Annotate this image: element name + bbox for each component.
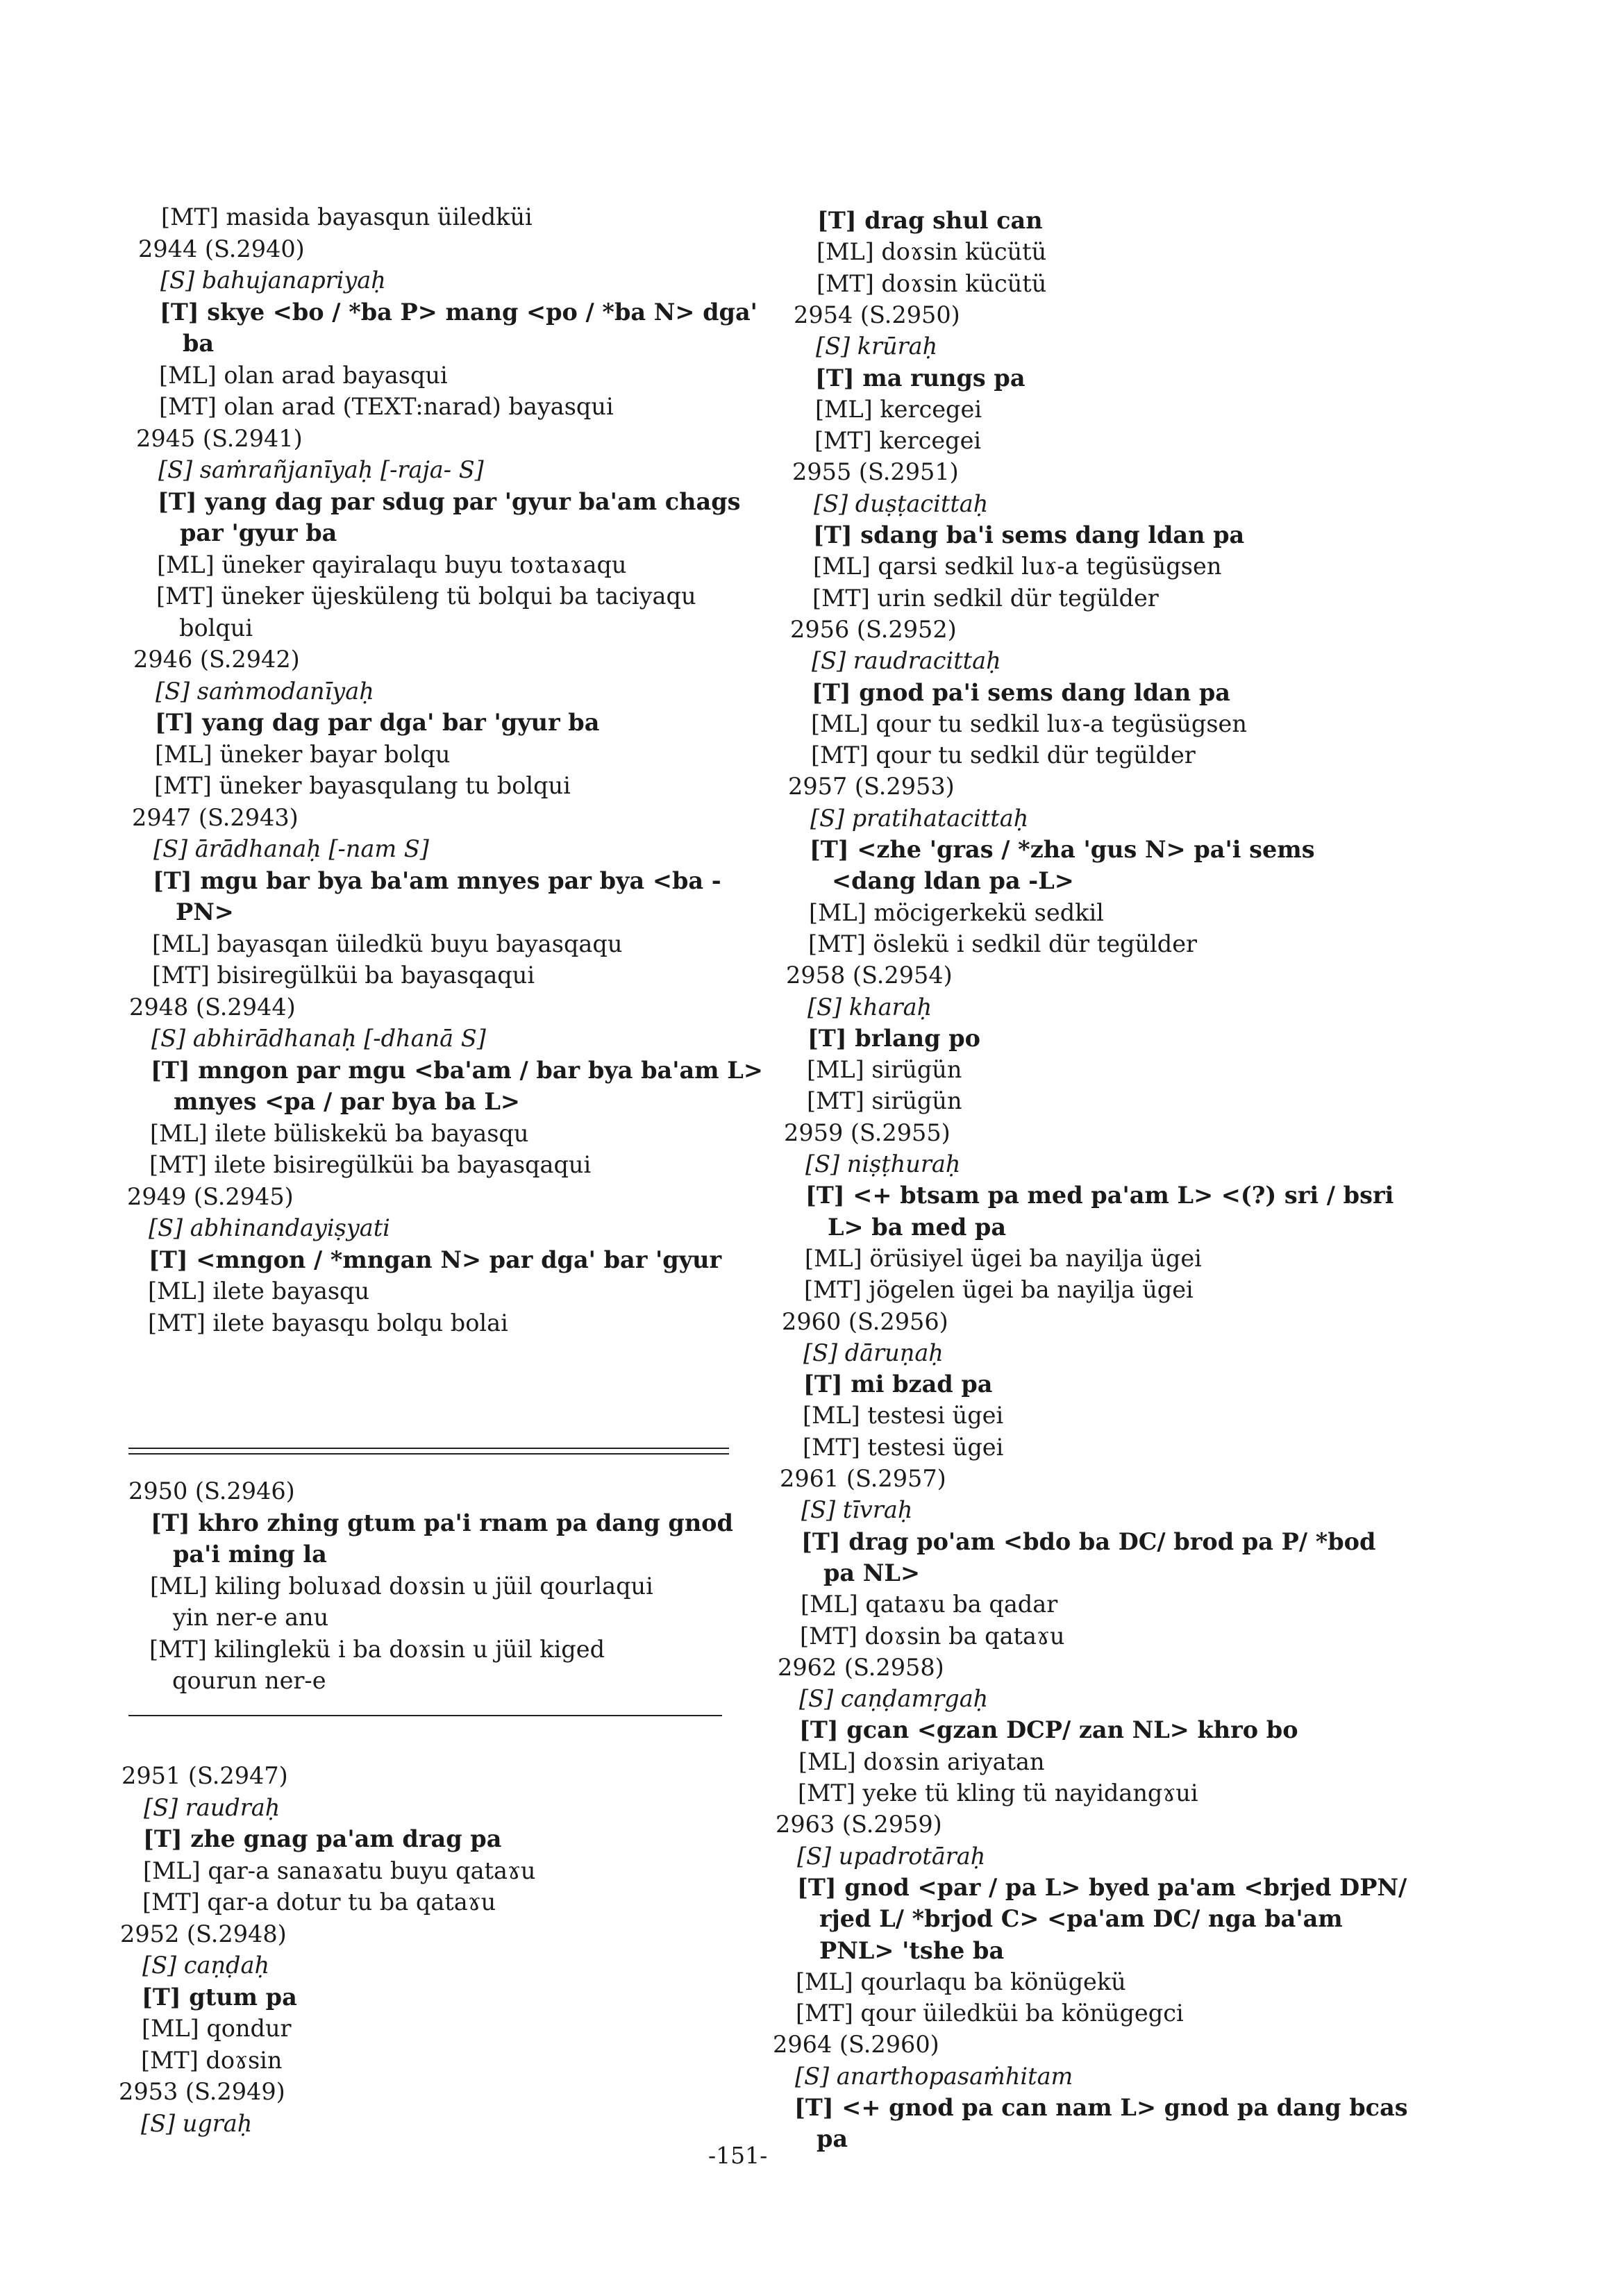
entry-line-num: 2956 (S.2952)	[790, 615, 957, 643]
entry-line-ml: [ML] ilete bayasqu	[148, 1277, 370, 1305]
entry-line-num: 2945 (S.2941)	[136, 424, 303, 452]
entry-line-ml: [ML] qataɤu ba qadar	[801, 1591, 1058, 1618]
entry-line-num: 2944 (S.2940)	[138, 235, 305, 262]
entry-line-ml: [MT] qour üiledküi ba könügegci	[796, 2000, 1184, 2027]
entry-line-s: [S] tīvraḥ	[801, 1496, 913, 1524]
entry-line-ml: [ML] testesi ügei	[803, 1402, 1004, 1430]
page-number: -151-	[708, 2142, 768, 2169]
entry-line-num: 2953 (S.2949)	[119, 2078, 285, 2105]
entry-line-ml: [MT] ilete bayasqu bolqu bolai	[148, 1309, 508, 1336]
entry-line-num: 2963 (S.2959)	[776, 1811, 942, 1838]
entry-line-ml: [ML] möcigerkekü sedkil	[809, 898, 1104, 926]
entry-line-ml: [MT] bisiregülküi ba bayasqaqui	[152, 962, 535, 989]
entry-line-s: [S] caṇḍamṛgaḥ	[799, 1685, 989, 1713]
entry-line-ml: [MT] üneker üjesküleng tü bolqui ba taciyaqu	[156, 583, 696, 610]
entry-line-tc: pa NL>	[823, 1559, 921, 1586]
entry-line-ml: [MT] sirügün	[807, 1087, 962, 1115]
entry-line-ml: [ML] kercegei	[815, 395, 982, 423]
entry-line-t: [T] zhe gnag pa'am drag pa	[143, 1825, 502, 1852]
entry-line-s: [S] kharaḥ	[807, 993, 932, 1021]
entry-line-ml: [MT] qour tu sedkil dür tegülder	[811, 741, 1196, 769]
entry-line-tc: <dang ldan pa -L>	[832, 867, 1074, 895]
entry-line-mlc: bolqui	[179, 614, 253, 642]
entry-line-ml: [ML] qourlaqu ba könügekü	[796, 1968, 1126, 1995]
entry-line-ml: [ML] üneker qayiralaqu buyu toɤtaɤaqu	[157, 551, 627, 578]
entry-line-tc: pa	[817, 2125, 848, 2153]
entry-line-s: [S] abhinandayiṣyati	[149, 1214, 390, 1241]
entry-line-t: [T] <mngon / *mngan N> par dga' bar 'gyur	[149, 1246, 722, 1273]
entry-line-ml: [ML] bayasqan üiledkü buyu bayasqaqu	[152, 930, 623, 957]
entry-line-s: [S] ugraḥ	[141, 2109, 253, 2137]
entry-line-s: [S] dāruṇaḥ	[803, 1339, 944, 1366]
entry-line-s: [S] caṇḍaḥ	[142, 1952, 270, 1979]
entry-line-tc: L> ba med pa	[828, 1213, 1007, 1241]
entry-line-num: 2964 (S.2960)	[773, 2031, 939, 2059]
entry-line-ml: [MT] yeke tü kling tü nayidangɤui	[798, 1779, 1198, 1807]
entry-line-num: 2962 (S.2958)	[778, 1653, 944, 1681]
entry-line-t: [T] <+ btsam pa med pa'am L> <(?) sri / bsri	[805, 1182, 1394, 1209]
entry-line-ml: [MT] ilete bisiregülküi ba bayasqaqui	[149, 1151, 592, 1178]
entry-line-s: [S] anarthopasaṁhitam	[795, 2062, 1073, 2090]
entry-line-ml: [ML] qondur	[142, 2015, 292, 2042]
entry-line-ml: [MT] jögelen ügei ba nayilja ügei	[804, 1276, 1194, 1304]
entry-line-num: 2950 (S.2946)	[128, 1477, 295, 1505]
box-bottom-rule	[128, 1715, 722, 1716]
entry-line-num: 2961 (S.2957)	[780, 1465, 946, 1492]
entry-line-ml: [MT] üneker bayasqulang tu bolqui	[154, 772, 571, 799]
entry-line-ml: [ML] qarsi sedkil luɤ-a tegüsügsen	[813, 553, 1222, 580]
entry-line-tc: PN>	[176, 898, 234, 925]
entry-line-ml: [ML] olan arad bayasqui	[159, 361, 448, 389]
entry-line-tc: ba	[183, 330, 215, 357]
entry-line-t: [T] yang dag par sdug par 'gyur ba'am chags	[158, 487, 741, 515]
entry-line-ml: [MT] doɤsin	[141, 2046, 283, 2074]
entry-line-ml: [ML] doɤsin kücütü	[817, 238, 1047, 266]
entry-line-ml: [MT] kilinglekü i ba doɤsin u jüil kiged	[149, 1635, 605, 1663]
entry-line-num: 2954 (S.2950)	[794, 301, 960, 328]
entry-line-num: 2959 (S.2955)	[784, 1118, 951, 1146]
entry-line-t: [T] khro zhing gtum pa'i rnam pa dang gnod	[151, 1509, 733, 1536]
entry-line-t: [T] skye <bo / *ba P> mang <po / *ba N> dga'	[160, 298, 757, 326]
entry-line-t: [T] sdang ba'i sems dang ldan pa	[813, 521, 1245, 548]
entry-line-t: [T] <+ gnod pa can nam L> gnod pa dang bcas	[794, 2094, 1408, 2121]
entry-line-t: [T] ma rungs pa	[815, 364, 1026, 392]
entry-line-num: 2952 (S.2948)	[120, 1920, 287, 1947]
entry-line-num: 2955 (S.2951)	[792, 458, 959, 486]
entry-line-ml: [MT] olan arad (TEXT:narad) bayasqui	[159, 393, 614, 420]
entry-line-s: [S] saṁrañjanīyaḥ [-raja- S]	[158, 456, 484, 483]
entry-line-s: [S] abhirādhanaḥ [-dhanā S]	[151, 1025, 486, 1052]
entry-line-s: [S] ārādhanaḥ [-nam S]	[153, 835, 429, 862]
entry-line-num: 2948 (S.2944)	[129, 993, 296, 1021]
box-top-rule-second	[128, 1453, 729, 1455]
entry-line-ml: [ML] qour tu sedkil luɤ-a tegüsügsen	[811, 710, 1247, 737]
entry-line-t: [T] brlang po	[807, 1024, 981, 1052]
entry-line-t: [T] gnod pa'i sems dang ldan pa	[812, 678, 1230, 706]
entry-line-tc: rjed L/ *brjod C> <pa'am DC/ nga ba'am	[819, 1905, 1343, 1933]
entry-line-num: 2960 (S.2956)	[782, 1307, 948, 1335]
entry-line-ml: [ML] sirügün	[807, 1056, 962, 1084]
entry-line-t: [T] gtum pa	[142, 1983, 297, 2011]
entry-line-s: [S] upadrotāraḥ	[797, 1842, 986, 1870]
entry-line-num: 2958 (S.2954)	[786, 962, 953, 989]
entry-line-s: [S] pratihatacittaḥ	[810, 804, 1029, 832]
entry-line-ml: [MT] urin sedkil dür tegülder	[812, 584, 1159, 612]
entry-line-s: [S] bahujanapriyaḥ	[160, 267, 386, 294]
entry-line-ml: [MT] masida bayasqun üiledküi	[161, 203, 533, 231]
entry-line-s: [S] saṁmodanīyaḥ	[156, 677, 374, 705]
entry-line-ml: [MT] öslekü i sedkil dür tegülder	[808, 930, 1198, 957]
entry-line-t: [T] mngon par mgu <ba'am / bar bya ba'am L>	[151, 1056, 763, 1084]
entry-line-s: [S] duṣṭacittaḥ	[814, 489, 989, 517]
entry-line-t: [T] <zhe 'gras / *zha 'gus N> pa'i sems	[810, 836, 1315, 863]
entry-line-t: [T] gcan <gzan DCP/ zan NL> khro bo	[799, 1716, 1298, 1744]
entry-line-s: [S] raudraḥ	[144, 1793, 281, 1821]
entry-line-num: 2951 (S.2947)	[122, 1762, 288, 1789]
entry-line-ml: [ML] doɤsin ariyatan	[798, 1748, 1045, 1775]
entry-line-t: [T] gnod <par / pa L> byed pa'am <brjed DPN/	[797, 1873, 1407, 1901]
entry-line-mlc: yin ner-e anu	[173, 1604, 329, 1631]
entry-line-t: [T] drag po'am <bdo ba DC/ brod pa P/ *bod	[801, 1527, 1376, 1555]
entry-line-tc: mnyes <pa / par bya ba L>	[174, 1088, 520, 1115]
entry-line-num: 2947 (S.2943)	[132, 803, 299, 831]
entry-line-ml: [MT] kercegei	[814, 427, 982, 455]
entry-line-ml: [ML] ilete büliskekü ba bayasqu	[150, 1119, 529, 1147]
entry-line-t: [T] yang dag par dga' bar 'gyur ba	[155, 709, 600, 736]
entry-line-ml: [ML] örüsiyel ügei ba nayilja ügei	[805, 1244, 1202, 1272]
entry-line-t: [T] drag shul can	[817, 207, 1043, 234]
entry-line-ml: [ML] kiling boluɤad doɤsin u jüil qourlaqui	[150, 1572, 653, 1600]
entry-line-s: [S] raudracittaḥ	[812, 647, 1001, 675]
entry-line-ml: [MT] testesi ügei	[803, 1433, 1004, 1461]
entry-line-ml: [MT] doɤsin kücütü	[817, 269, 1047, 297]
entry-line-tc: PNL> 'tshe ba	[819, 1936, 1005, 1964]
entry-line-ml: [MT] qar-a dotur tu ba qataɤu	[142, 1888, 496, 1916]
box-top-rule	[128, 1448, 729, 1449]
entry-line-s: [S] krūraḥ	[816, 333, 938, 360]
entry-line-num: 2946 (S.2942)	[133, 646, 300, 673]
entry-line-tc: pa'i ming la	[173, 1541, 327, 1568]
entry-line-t: [T] mgu bar bya ba'am mnyes par bya <ba -	[153, 866, 721, 894]
entry-line-tc: par 'gyur ba	[180, 519, 337, 546]
entry-line-num: 2949 (S.2945)	[127, 1182, 294, 1210]
entry-line-ml: [ML] üneker bayar bolqu	[155, 740, 451, 768]
entry-line-mlc: qourun ner-e	[172, 1667, 326, 1694]
entry-line-num: 2957 (S.2953)	[788, 773, 955, 801]
entry-line-t: [T] mi bzad pa	[803, 1371, 993, 1398]
entry-line-ml: [MT] doɤsin ba qataɤu	[800, 1622, 1065, 1650]
entry-line-ml: [ML] qar-a sanaɤatu buyu qataɤu	[143, 1857, 536, 1884]
entry-line-s: [S] niṣṭhuraḥ	[805, 1150, 961, 1178]
